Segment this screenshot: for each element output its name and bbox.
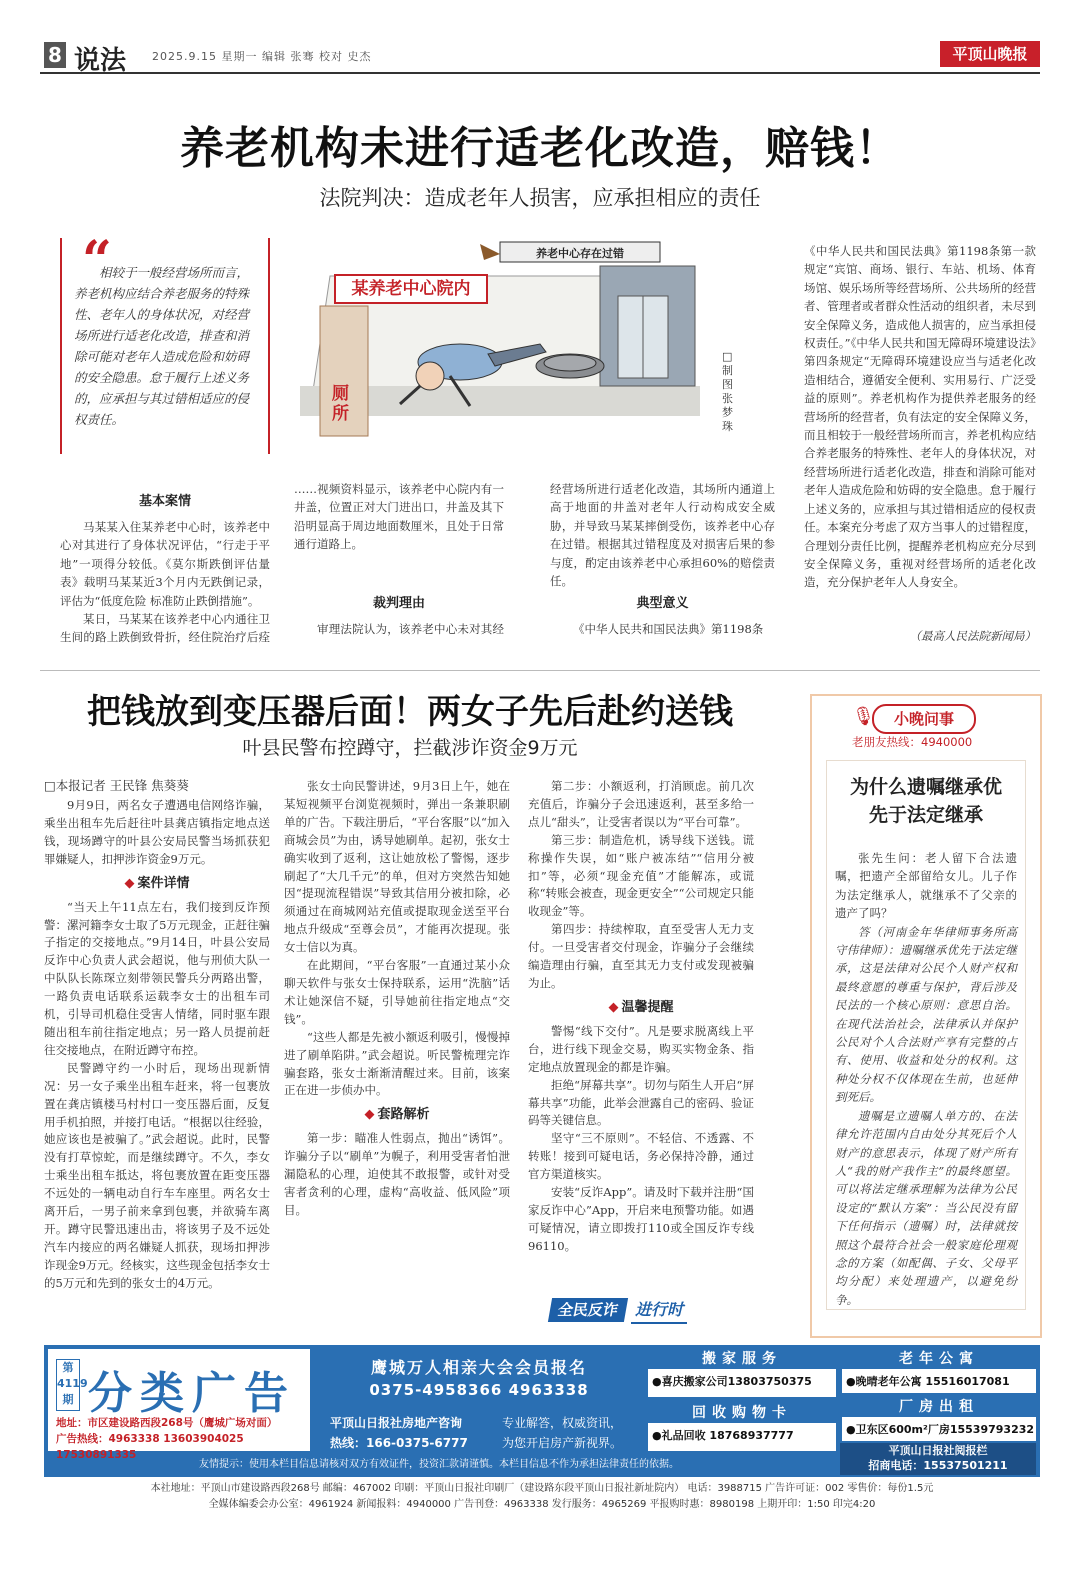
ads-title: 分类广告: [88, 1368, 296, 1419]
paragraph: 在此期间，“平台客服”一直通过某小众聊天软件与张女士保持联系，运用“洗脑”话术让她深信不疑，引导她前往指定地点“交钱”。: [284, 958, 510, 1026]
ads-factory: 厂房出租 ●卫东区600m²厂房15539793232: [842, 1397, 1036, 1441]
article2-subtitle: 叶县民警布控蹲守，拦截涉诈资金9万元: [242, 737, 578, 759]
illustration-drawing: [300, 236, 700, 451]
paragraph: 拒绝“屏幕共享”。切勿与陌生人开启“屏幕共享”功能，此举会泄露自己的密码、验证码等关键信息。: [528, 1077, 754, 1128]
anti-fraud-slogan: [550, 1298, 740, 1324]
paragraph: 某日，马某某在该养老中心内通往卫生间的路上跌倒致骨折，经住院治疗后痊: [60, 612, 270, 645]
ads-recycle: 回收购物卡 ●礼品回收 18768937777: [648, 1403, 836, 1451]
page-number: 8: [44, 42, 66, 68]
illustration-banner: 养老中心存在过错: [536, 247, 624, 260]
qa-title: 为什么遗嘱继承优先于法定继承: [849, 776, 1002, 826]
classified-ads: [44, 1345, 1040, 1477]
microphone-icon: 🎙: [852, 706, 875, 727]
paragraph: 审理法院认为，该养老中心未对其经: [317, 622, 504, 636]
article2-column-3: [528, 778, 754, 1290]
quote-mark-icon: “: [82, 230, 112, 291]
illustration: [300, 236, 700, 451]
illustration-credit: □制图 张梦珠: [722, 350, 733, 433]
heading-scam-analysis: ◆ 套路解析: [364, 1107, 430, 1123]
paragraph: 9月9日，两名女子遭遇电信网络诈骗，乘坐出租车先后赶往叶县龚店镇指定地点送钱，现场蹲守的叶县公安局民警当场抓获犯罪嫌疑人，扣押涉诈资金9万元。: [44, 798, 270, 866]
footer-line-2: 全媒体编委会办公室：4961924 新闻报料：4940000 广告刊登：4963338 发行服务：4965269 平报购时惠：8980198 上期开印：1:50 印完4:20: [208, 1499, 876, 1510]
header-info: 2025.9.15 星期一 编辑 张骞 校对 史杰: [152, 50, 372, 63]
paragraph: 第四步：持续榨取，直至受害人无力支付。一旦受害者交付现金，诈骗分子会继续编造理由行骗，直至其无力支付或发现被骗为止。: [528, 922, 754, 990]
footer-line-1: 本社地址：平顶山市建设路西段268号 邮编：467002 印刷：平顶山日报社印刷厂（建设路东段平顶山日报社新址院内） 电话：3988715 广告许可证：002 零售价：每份1.5元: [150, 1483, 934, 1494]
pull-quote-text: 相较于一般经营场所而言，养老机构应结合养老服务的特殊性、老年人的身体状况，对经营场所进行适老化改造，排查和消除可能对老年人造成危险和妨碍的安全隐患。怠于履行上述义务的，应承担与其过错相适应的侵权责任。: [74, 265, 250, 427]
qa-header: [812, 696, 1040, 754]
heading-case-details: ◆ 案件详情: [124, 875, 190, 891]
heading-reasoning: 裁判理由: [372, 596, 425, 611]
paragraph: 第三步：制造危机，诱导线下送钱。谎称操作失误，如“账户被冻结”“信用分被扣”等，必须“现金充值”才能解冻，或谎称“转账会被查，现金更安全”“公司规定只能收现金”等。: [528, 832, 754, 919]
article1-column-2: [294, 480, 504, 650]
ads-reading-board: 平顶山日报社阅报栏 招商电话：15537501211: [840, 1443, 1036, 1475]
heading-significance: 典型意义: [636, 596, 689, 611]
article2-byline: □本报记者 王民锋 焦葵葵: [44, 778, 189, 793]
qa-answer: 答（河南金年华律师事务所高守伟律师）：遗嘱继承优先于法定继承，这是法律对公民个人财产权和最终意愿的尊重与保护，背后涉及民法的一个核心原则：意思自治。在现代法治社会，法律承认并保护公民对个人合法财产享有完整的占有、使用、收益和处分的权利。这种处分权不仅体现在生前，也延伸到死后。: [835, 924, 1017, 1105]
ads-title-block: [48, 1349, 310, 1461]
ads-realty-slogan: 专业解答，权威资讯， 为您开启房产新视界。: [502, 1416, 623, 1450]
article2-column-2: [284, 778, 510, 1333]
paragraph-continued: ……视频资料显示，该养老中心院内有一井盖，位置正对大门进出口，井盖及其下沿明显高于周边地面数厘米，且处于日常通行道路上。: [294, 482, 504, 552]
pull-quote: [60, 230, 270, 454]
ads-realty: 平顶山日报社房地产咨询 热线：166-0375-6777: [330, 1416, 468, 1450]
section-name: 说法: [74, 46, 127, 76]
page-header: [40, 40, 1040, 74]
paragraph: 马某某入住某养老中心时，该养老中心对其进行了身体状况评估，“行走于平地”一项得分较低。《莫尔斯跌倒评估量表》载明马某某近3个月内无跌倒记录，评估为“低度危险 标准防止跌倒措施”。: [60, 520, 270, 608]
article1-column-1: [60, 488, 270, 650]
article2-column-1: [44, 797, 270, 1333]
newspaper-logo: 平顶山晚报: [940, 41, 1040, 67]
qa-hotline: 老朋友热线：4940000: [852, 735, 973, 749]
article1-column-4: [804, 242, 1036, 617]
paragraph: 《中华人民共和国民法典》第1198条: [573, 622, 764, 636]
paragraph: 第一步：瞄准人性弱点，抛出“诱饵”。诈骗分子以“刷单”为幌子，利用受害者怕泄漏隐私的心理，迫使其不敢报警，或针对受害者贪利的心理，虚构“高收益、低风险”项目。: [284, 1131, 510, 1217]
qa-answer: 遗嘱是立遗嘱人单方的、在法律允许范围内自由处分其死后个人财产的意思表示，体现了财产所有人“我的财产我作主”的最终愿望。可以将法定继承理解为法律为公民设定的“默认方案”：当公民没有留下任何指示（遗嘱）时，法律就按照这个最符合社会一般家庭伦理观念的方案（如配偶、子女、父母平均分配）来处理遗产，以避免纷争。: [835, 1108, 1017, 1307]
qa-question: 张先生问：老人留下合法遗嘱，把遗产全部留给女儿。儿子作为法定继承人，就继承不了父亲的遗产了吗？: [835, 851, 1017, 921]
diamond-icon: ◆: [124, 875, 135, 891]
ads-dating-phone: 0375-4958366 4963338: [369, 1381, 589, 1399]
qa-box: [826, 760, 1026, 1310]
article2-title: 把钱放到变压器后面！两女子先后赴约送钱: [87, 692, 733, 732]
paragraph: 安装“反诈App”。请及时下载并注册“国家反诈中心”App，开启来电预警功能。如遇可疑情况，请立即拨打110或全国反诈专线96110。: [528, 1185, 754, 1253]
article1-subtitle: 法院判决：造成老年人损害，应承担相应的责任: [319, 186, 761, 210]
paragraph: “这些人都是先被小额返利吸引，慢慢掉进了刷单陷阱。”武会超说。听民警梳理完诈骗套路，张女士渐渐清醒过来。目前，该案正在进一步侦办中。: [284, 1029, 510, 1098]
article1-source: （最高人民法院新闻局）: [909, 629, 1036, 643]
illustration-toilet-sign: 厕所: [332, 384, 349, 424]
paragraph-continued: 经营场所进行适老化改造，其场所内通道上高于地面的井盖对老年人行动构成安全威胁，并导致马某某摔倒受伤，该养老中心存在过错。根据其过错程度及对损害后果的参与度，酌定由该养老中心承担60%的赔偿责任。: [550, 482, 775, 589]
ads-moving: 搬家服务 ●喜庆搬家公司13803750375: [648, 1349, 836, 1397]
page-footer: [44, 1481, 1040, 1517]
ads-disclaimer: 友情提示：使用本栏目信息请核对双方有效证件，投资汇款请谨慎。本栏目信息不作为承担法律责任的依据。: [199, 1459, 679, 1470]
qa-badge: 小晚问事: [872, 704, 976, 734]
illustration-sign: 某养老中心院内: [334, 274, 488, 304]
ads-dating-block: [316, 1349, 642, 1451]
ads-senior-home: 老年公寓 ●晚晴老年公寓 15516017081: [842, 1349, 1036, 1393]
paragraph: 《中华人民共和国民法典》第1198条第一款规定“宾馆、商场、银行、车站、机场、体育场馆、娱乐场所等经营场所、公共场所的经营者、管理者或者群众性活动的组织者，未尽到安全保障义务，造成他人损害的，应当承担侵权责任。”《中华人民共和国无障碍环境建设法》第四条规定“无障碍环境建设应当与适老化改造相结合，遵循安全便利、实用易行、广泛受益的原则”。养老机构作为提供养老服务的经营场所的经营者，负有法定的安全保障义务，而且相较于一般经营场所而言，养老机构应结合养老服务的特殊性、老年人的身体状况，对经营场所进行适老化改造，排查和消除可能对老年人造成危险和妨碍的安全隐患。怠于履行上述义务的，应承担与其过错相适应的侵权责任。本案充分考虑了双方当事人的过错程度，合理划分责任比例，提醒养老机构应充分尽到安全保障义务，重视对经营场所的适老化改造，充分保护老年人人身安全。: [804, 244, 1036, 590]
article1-title: 养老机构未进行适老化改造，赔钱！: [180, 123, 900, 174]
paragraph: 民警蹲守约一小时后，现场出现新情况：另一女子乘坐出租车赶来，将一包裹放置在龚店镇楼马村村口一变压器后面，反复用手机拍照，并接打电话。“根据以往经验，她应该也是被骗了。”武会超说。此时，民警没有打草惊蛇，而是继续蹲守。不久，李女士乘坐出租车抵达，将包裹放置在距变压器不远处的一辆电动自行车车座里。两名女士离开后，一男子前来拿到包裹，并欲骑车离开。蹲守民警迅速出击，将该男子及不远处汽车内接应的两名嫌疑人抓获，现场扣押涉诈现金9万元。经核实，这些现金包括李女士的5万元和先到的张女士的4万元。: [44, 1060, 270, 1290]
divider: [40, 670, 1040, 671]
paragraph: 坚守“三不原则”。不轻信、不透露、不转账！接到可疑电话，务必保持冷静，通过官方渠道核实。: [528, 1131, 754, 1182]
ads-address: 地址：市区建设路西段268号（鹰城广场对面） 广告热线：4963338 13603904025 17530891335: [56, 1417, 278, 1461]
ads-issue: 第4119期: [56, 1359, 80, 1411]
paragraph: 警惕“线下交付”。凡是要求脱离线上平台，进行线下现金交易，购买实物金条、指定地点放置现金的都是诈骗。: [528, 1023, 754, 1074]
heading-tips: ◆ 温馨提醒: [608, 999, 674, 1015]
qa-body: [835, 849, 1017, 1309]
slogan-part-b: 进行时: [631, 1298, 687, 1324]
article1-column-3: [550, 480, 775, 650]
ads-dating-title: 鹰城万人相亲大会会员报名: [370, 1358, 587, 1377]
heading-basic-case: 基本案情: [138, 494, 191, 509]
qa-column: [810, 694, 1042, 1338]
slogan-part-a: 全民反诈: [548, 1298, 628, 1322]
diamond-icon: ◆: [608, 999, 619, 1015]
diamond-icon: ◆: [364, 1107, 375, 1123]
paragraph: “当天上午11点左右，我们接到反诈预警：漯河籍李女士取了5万元现金，正赶往骗子指定的交接地点。”9月14日，叶县公安局反诈中心负责人武会超说，他与刑侦大队一中队队长陈琛立刻带领民警兵分两路出警，一路负责电话联系运载李女士的出租车司机，引导司机稳住受害人情绪，同时驱车跟随出租车前往指定地点；另一路人员提前赶往交接地点，在附近蹲守布控。: [44, 899, 270, 1057]
paragraph: 第二步：小额返利，打消顾虑。前几次充值后，诈骗分子会迅速返利，甚至多给一点儿“甜头”，让受害者误以为“平台可靠”。: [528, 779, 754, 829]
paragraph: 张女士向民警讲述，9月3日上午，她在某短视频平台浏览视频时，弹出一条兼职刷单的广告。下载注册后，“平台客服”以“加入商城会员”为由，诱导她刷单。起初，张女士确实收到了返利，这让她放松了警惕，逐步刷起了“大几千元”的单，但对方突然告知她因“提现流程错误”导致其信用分被扣除，必须通过在商城网站充值或提取现金送至平台地点升级成“至尊会员”，才能再次提现。张女士信以为真。: [284, 779, 510, 955]
